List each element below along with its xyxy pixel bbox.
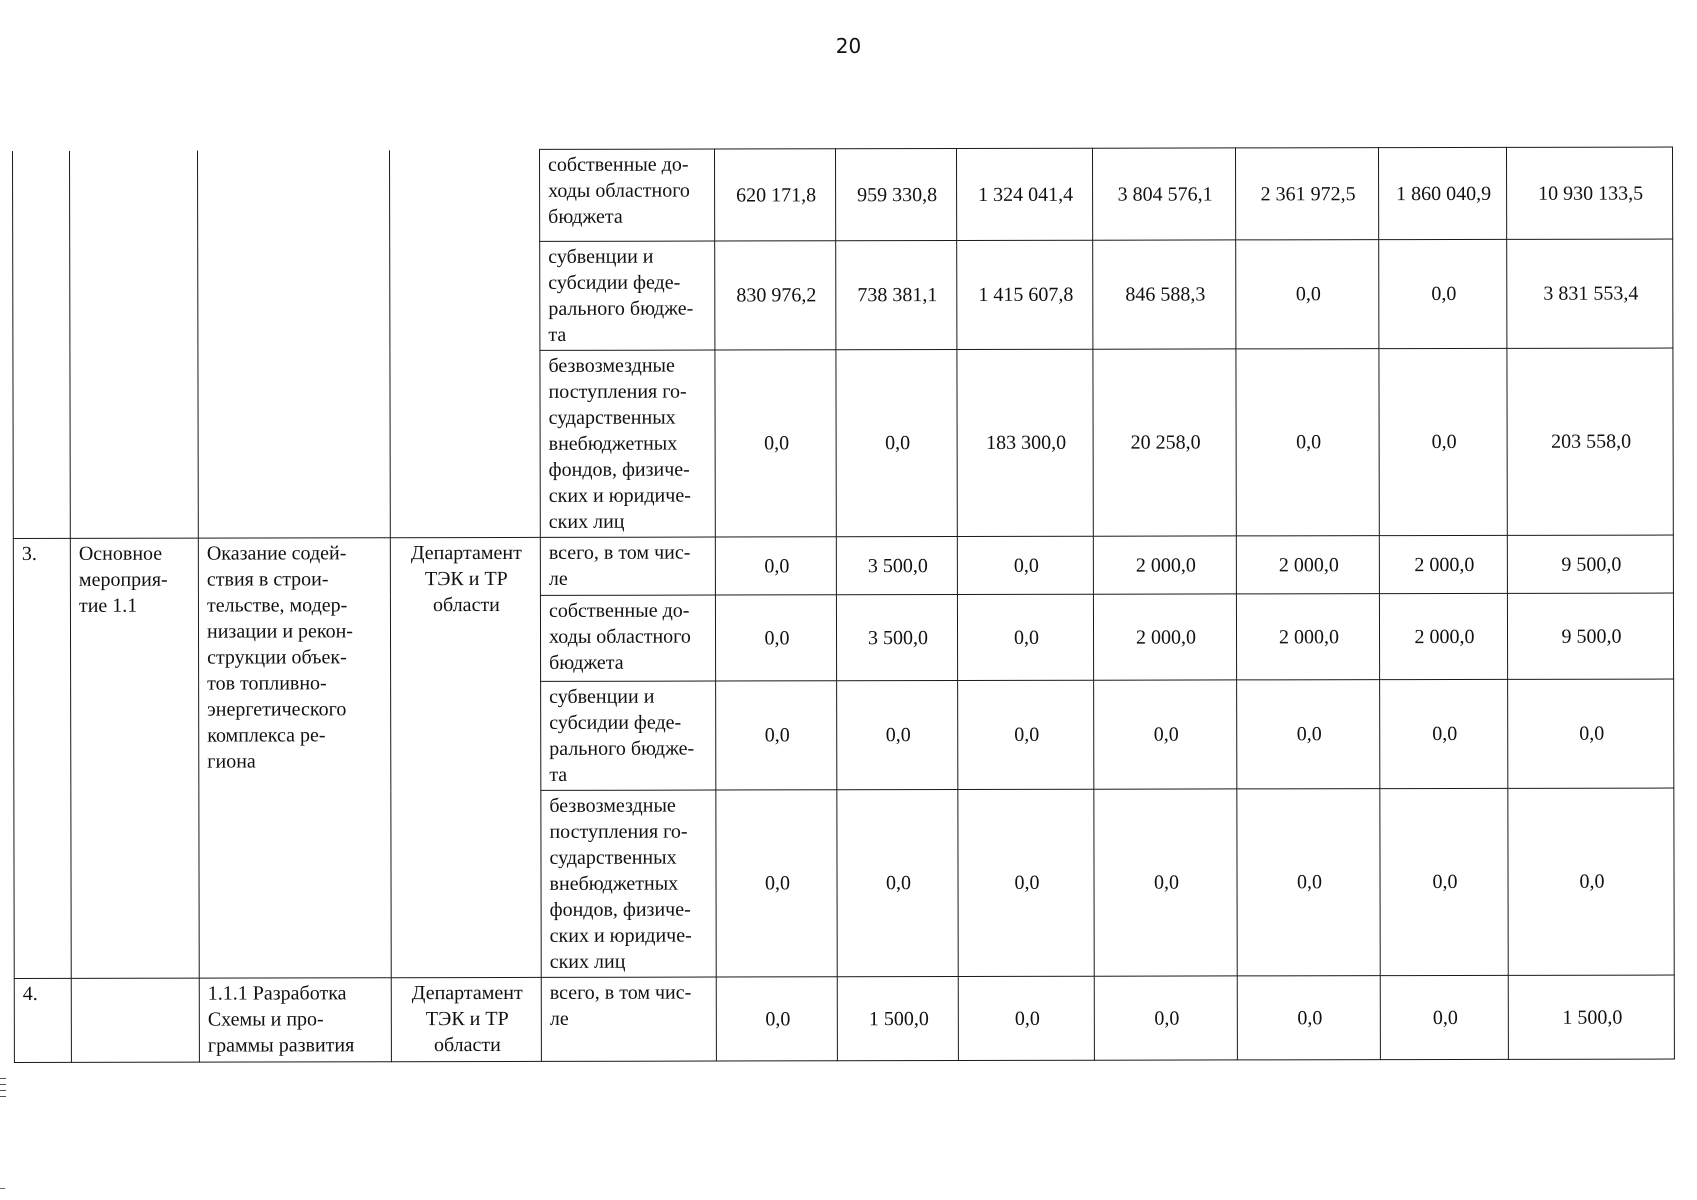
amount-cell: 0,0 xyxy=(1380,975,1508,1059)
amount-cell: 0,0 xyxy=(716,790,837,977)
amount-cell: 0,0 xyxy=(837,790,958,977)
amount-cell: 738 381,1 xyxy=(836,241,957,350)
description-cell xyxy=(198,150,391,538)
amount-cell: 0,0 xyxy=(957,594,1093,680)
amount-cell: 0,0 xyxy=(1094,789,1237,976)
table-row xyxy=(13,535,1673,596)
amount-cell: 0,0 xyxy=(958,680,1094,789)
funding-source-cell: субвенции и субсидии феде- рального бюдже- та xyxy=(540,241,715,350)
amount-cell: 0,0 xyxy=(837,681,958,790)
amount-cell: 0,0 xyxy=(1379,348,1507,535)
amount-cell: 0,0 xyxy=(716,977,837,1061)
amount-cell: 0,0 xyxy=(1237,976,1380,1060)
amount-cell: 0,0 xyxy=(1379,239,1507,348)
amount-cell: 203 558,0 xyxy=(1507,348,1673,535)
amount-cell: 3 831 553,4 xyxy=(1507,239,1673,348)
description-cell: 1.1.1 Разработка Схемы и про- граммы развития xyxy=(199,978,391,1062)
amount-cell: 3 804 576,1 xyxy=(1092,148,1235,240)
executor-cell: Департамент ТЭК и ТР области xyxy=(390,537,541,977)
amount-cell: 0,0 xyxy=(958,976,1094,1060)
amount-cell: 20 258,0 xyxy=(1093,349,1236,536)
amount-cell: 0,0 xyxy=(958,789,1094,976)
amount-cell: 0,0 xyxy=(715,595,836,681)
page-number: 20 xyxy=(835,34,862,58)
funding-source-cell: безвозмездные поступления го- сударственных внебюджетных фондов, физиче- ских и юридиче- ских лиц xyxy=(540,350,715,537)
funding-source-cell: всего, в том чис- ле xyxy=(540,537,715,595)
amount-cell: 2 000,0 xyxy=(1236,536,1379,594)
amount-cell: 1 415 607,8 xyxy=(957,240,1093,349)
amount-cell: 620 171,8 xyxy=(714,149,835,241)
amount-cell: 0,0 xyxy=(1094,976,1237,1060)
amount-cell: 0,0 xyxy=(1508,788,1674,975)
table-row xyxy=(13,147,1673,242)
funding-source-cell: безвозмездные поступления го- сударственных внебюджетных фондов, физиче- ских и юридиче- ских лиц xyxy=(541,790,716,977)
executor-cell xyxy=(390,149,541,537)
margin-mark xyxy=(0,1188,5,1189)
amount-cell: 0,0 xyxy=(1380,788,1508,975)
amount-cell: 2 000,0 xyxy=(1379,535,1507,593)
amount-cell: 0,0 xyxy=(1380,679,1508,788)
margin-marks xyxy=(0,1078,8,1102)
row-number-cell xyxy=(13,150,71,538)
amount-cell: 1 860 040,9 xyxy=(1378,147,1506,239)
funding-source-cell: собственные до- ходы областного бюджета xyxy=(539,149,714,241)
executor-cell: Департамент ТЭК и ТР области xyxy=(391,977,541,1061)
amount-cell: 9 500,0 xyxy=(1507,535,1673,593)
row-number-cell: 3. xyxy=(13,538,71,978)
amount-cell: 0,0 xyxy=(836,350,957,537)
funding-source-cell: собственные до- ходы областного бюджета xyxy=(540,595,715,681)
activity-cell xyxy=(70,150,199,538)
amount-cell: 0,0 xyxy=(715,350,836,537)
amount-cell: 1 500,0 xyxy=(837,977,958,1061)
amount-cell: 0,0 xyxy=(1237,789,1380,976)
amount-cell: 0,0 xyxy=(716,681,837,790)
amount-cell: 2 000,0 xyxy=(1093,594,1236,680)
description-cell: Оказание содей- ствия в строи- тельстве, модер- низации и рекон- струкции объек- тов топливно- энергетического комплекса ре- гиона xyxy=(198,538,391,978)
amount-cell: 2 000,0 xyxy=(1093,536,1236,594)
table-row xyxy=(14,975,1674,1062)
amount-cell: 0,0 xyxy=(715,537,836,595)
activity-cell: Основное мероприя- тие 1.1 xyxy=(70,538,199,978)
amount-cell: 2 361 972,5 xyxy=(1235,148,1378,240)
amount-cell: 3 500,0 xyxy=(836,595,957,681)
funding-source-cell: субвенции и субсидии феде- рального бюдже- та xyxy=(541,681,716,790)
amount-cell: 2 000,0 xyxy=(1379,593,1507,679)
amount-cell: 846 588,3 xyxy=(1093,240,1236,349)
row-number-cell: 4. xyxy=(14,978,71,1062)
activity-cell xyxy=(71,978,199,1062)
amount-cell: 0,0 xyxy=(1094,680,1237,789)
amount-cell: 2 000,0 xyxy=(1236,594,1379,680)
amount-cell: 9 500,0 xyxy=(1507,593,1673,679)
amount-cell: 10 930 133,5 xyxy=(1506,147,1672,239)
amount-cell: 0,0 xyxy=(1237,680,1380,789)
funding-source-cell: всего, в том чис- ле xyxy=(541,977,716,1061)
amount-cell: 0,0 xyxy=(1236,349,1379,536)
amount-cell: 0,0 xyxy=(1508,679,1674,788)
amount-cell: 1 500,0 xyxy=(1508,975,1674,1059)
funding-table xyxy=(12,147,1675,1063)
amount-cell: 830 976,2 xyxy=(715,241,836,350)
amount-cell: 0,0 xyxy=(1236,240,1379,349)
amount-cell: 0,0 xyxy=(957,536,1093,594)
amount-cell: 959 330,8 xyxy=(835,149,956,241)
amount-cell: 3 500,0 xyxy=(836,537,957,595)
amount-cell: 1 324 041,4 xyxy=(956,148,1092,240)
amount-cell: 183 300,0 xyxy=(957,349,1093,536)
